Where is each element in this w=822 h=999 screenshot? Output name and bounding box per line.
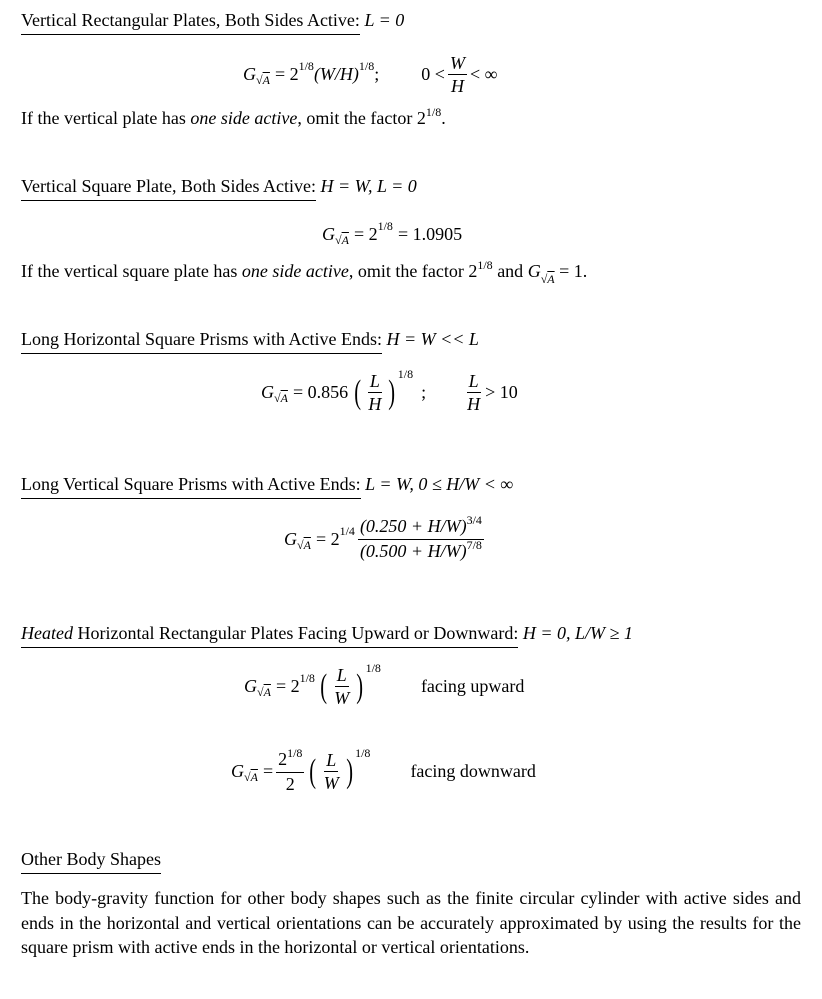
note-exp: 1/8: [477, 258, 493, 272]
frac-den: H: [467, 394, 481, 414]
paragraph-other-shapes: The body-gravity function for other body shapes such as the finite circular cylinder with active sides and ends in the horizontal and vertical orientations can be accurately approximated by using the results for the square prism with active ends in the horizontal or vertical orientations.: [21, 888, 801, 957]
left-paren: (: [309, 752, 317, 790]
heading-text: Vertical Rectangular Plates, Both Sides Active:: [21, 10, 360, 35]
heading-text: [21, 623, 518, 648]
frac-den: W: [323, 773, 339, 793]
frac-num: L: [468, 371, 479, 391]
eq-subscript: √A: [257, 685, 271, 699]
range-left: 0 <: [421, 64, 445, 84]
equation-vertical-square-plate: [322, 219, 463, 247]
eq-lhs: G: [284, 529, 297, 549]
eq-coef: = 0.856: [292, 382, 349, 402]
frac-den: 2: [285, 774, 295, 794]
eq-exp: 1/4: [339, 524, 355, 538]
heading-text: Long Vertical Square Prisms with Active Ends:: [21, 474, 361, 499]
eq-lhs: G: [261, 382, 274, 402]
eq-fraction: [366, 370, 383, 415]
right-paren: ): [346, 752, 353, 790]
note-text: If the vertical plate has: [21, 108, 191, 128]
note-text: and: [492, 261, 528, 281]
note-text: = 1.: [554, 261, 588, 281]
left-paren: (: [320, 667, 327, 705]
heading-rest: Horizontal Rectangular Plates Facing Upward or Downward:: [72, 623, 519, 643]
heading-condition: L = W, 0 ≤ H/W < ∞: [365, 474, 514, 494]
section-heading-vertical-square-plate: [21, 176, 417, 201]
frac-num: L: [336, 665, 347, 685]
equation-vertical-rect-plates: [243, 52, 497, 97]
eq-ratio-exp: 1/8: [358, 59, 375, 73]
den-exp: 7/8: [466, 538, 482, 552]
eq-exp: 1/8: [299, 671, 315, 685]
note-subscript: √A: [540, 272, 555, 286]
frac-num: [358, 515, 484, 540]
eq-subscript: √A: [335, 233, 349, 247]
note-vertical-rect-plates: [21, 105, 446, 129]
right-paren: ): [356, 667, 364, 705]
eq-fraction: [358, 515, 484, 564]
eq-subscript: √A: [244, 770, 258, 784]
eq-exp: 1/8: [298, 59, 314, 73]
range-fraction: [465, 370, 482, 415]
heading-condition: L = 0: [364, 10, 405, 30]
section-heading-horizontal-plates: [21, 623, 633, 648]
heading-text: Vertical Square Plate, Both Sides Active:: [21, 176, 316, 201]
right-paren: ): [388, 373, 396, 411]
equation-vertical-prisms: [284, 515, 487, 564]
eq-base: = 2: [275, 676, 300, 696]
num-text: 2: [278, 749, 288, 769]
note-text: , omit the factor 2: [297, 108, 426, 128]
heading-text: Long Horizontal Square Prisms with Active Ends:: [21, 329, 382, 354]
section-heading-vertical-prisms: [21, 474, 513, 499]
num-exp: 1/8: [287, 746, 303, 760]
frac-num: [276, 748, 304, 773]
heading-condition: H = W << L: [386, 329, 479, 349]
note-text: If the vertical square plate has: [21, 261, 242, 281]
note-emphasis: one side active: [241, 261, 349, 281]
frac-den: W: [334, 688, 350, 708]
range-fraction: [448, 52, 467, 97]
note-vertical-square-plate: [21, 258, 588, 286]
eq-exp: 1/8: [397, 367, 414, 381]
eq-subscript: √A: [274, 391, 288, 405]
eq-label: facing upward: [420, 676, 525, 696]
frac-num: W: [449, 53, 465, 73]
eq-lhs: G: [243, 64, 256, 84]
eq-base: = 2: [353, 224, 378, 244]
heading-condition: H = 0, L/W ≥ 1: [522, 623, 633, 643]
range-right: < ∞: [469, 64, 498, 84]
den-text: (0.500 + H/W): [359, 541, 467, 561]
note-text: , omit the factor 2: [348, 261, 478, 281]
coef-fraction: [276, 748, 304, 795]
note-text: .: [441, 108, 446, 128]
eq-subscript: √A: [256, 73, 270, 87]
eq-equals: =: [262, 761, 274, 781]
eq-exp: 1/8: [377, 219, 393, 233]
equation-horizontal-prisms: [261, 367, 518, 415]
eq-value: = 1.0905: [397, 224, 463, 244]
section-heading-horizontal-prisms: [21, 329, 479, 354]
frac-den: H: [368, 394, 382, 414]
eq-fraction: [322, 749, 341, 794]
equation-facing-downward: [231, 748, 536, 795]
heading-emphasis: Heated: [21, 623, 73, 643]
left-paren: (: [354, 373, 362, 411]
frac-den: H: [450, 76, 464, 96]
note-exp: 1/8: [425, 105, 442, 119]
eq-lhs: G: [244, 676, 257, 696]
section-heading-other-shapes: [21, 849, 161, 874]
frac-den: [358, 540, 484, 564]
eq-base: = 2: [274, 64, 299, 84]
frac-num: L: [369, 371, 380, 391]
eq-sep: ;: [374, 64, 380, 84]
eq-base: = 2: [315, 529, 340, 549]
frac-num: L: [326, 750, 337, 770]
eq-fraction: [332, 664, 351, 709]
section-heading-vertical-rect-plates: [21, 10, 404, 35]
range-right: > 10: [485, 382, 518, 402]
eq-lhs: G: [322, 224, 335, 244]
eq-exp: 1/8: [365, 661, 381, 675]
num-text: (0.250 + H/W): [359, 516, 467, 536]
eq-label: facing downward: [410, 761, 536, 781]
eq-sep: ;: [421, 382, 427, 402]
note-emphasis: one side active: [190, 108, 298, 128]
eq-lhs: G: [231, 761, 244, 781]
note-G: G: [527, 261, 541, 281]
eq-exp: 1/8: [355, 746, 371, 760]
heading-text: Other Body Shapes: [21, 849, 161, 874]
equation-facing-upward: [244, 661, 525, 709]
eq-ratio: (W/H): [313, 64, 359, 84]
num-exp: 3/4: [466, 513, 482, 527]
eq-subscript: √A: [297, 538, 311, 552]
heading-condition: H = W, L = 0: [320, 176, 417, 196]
